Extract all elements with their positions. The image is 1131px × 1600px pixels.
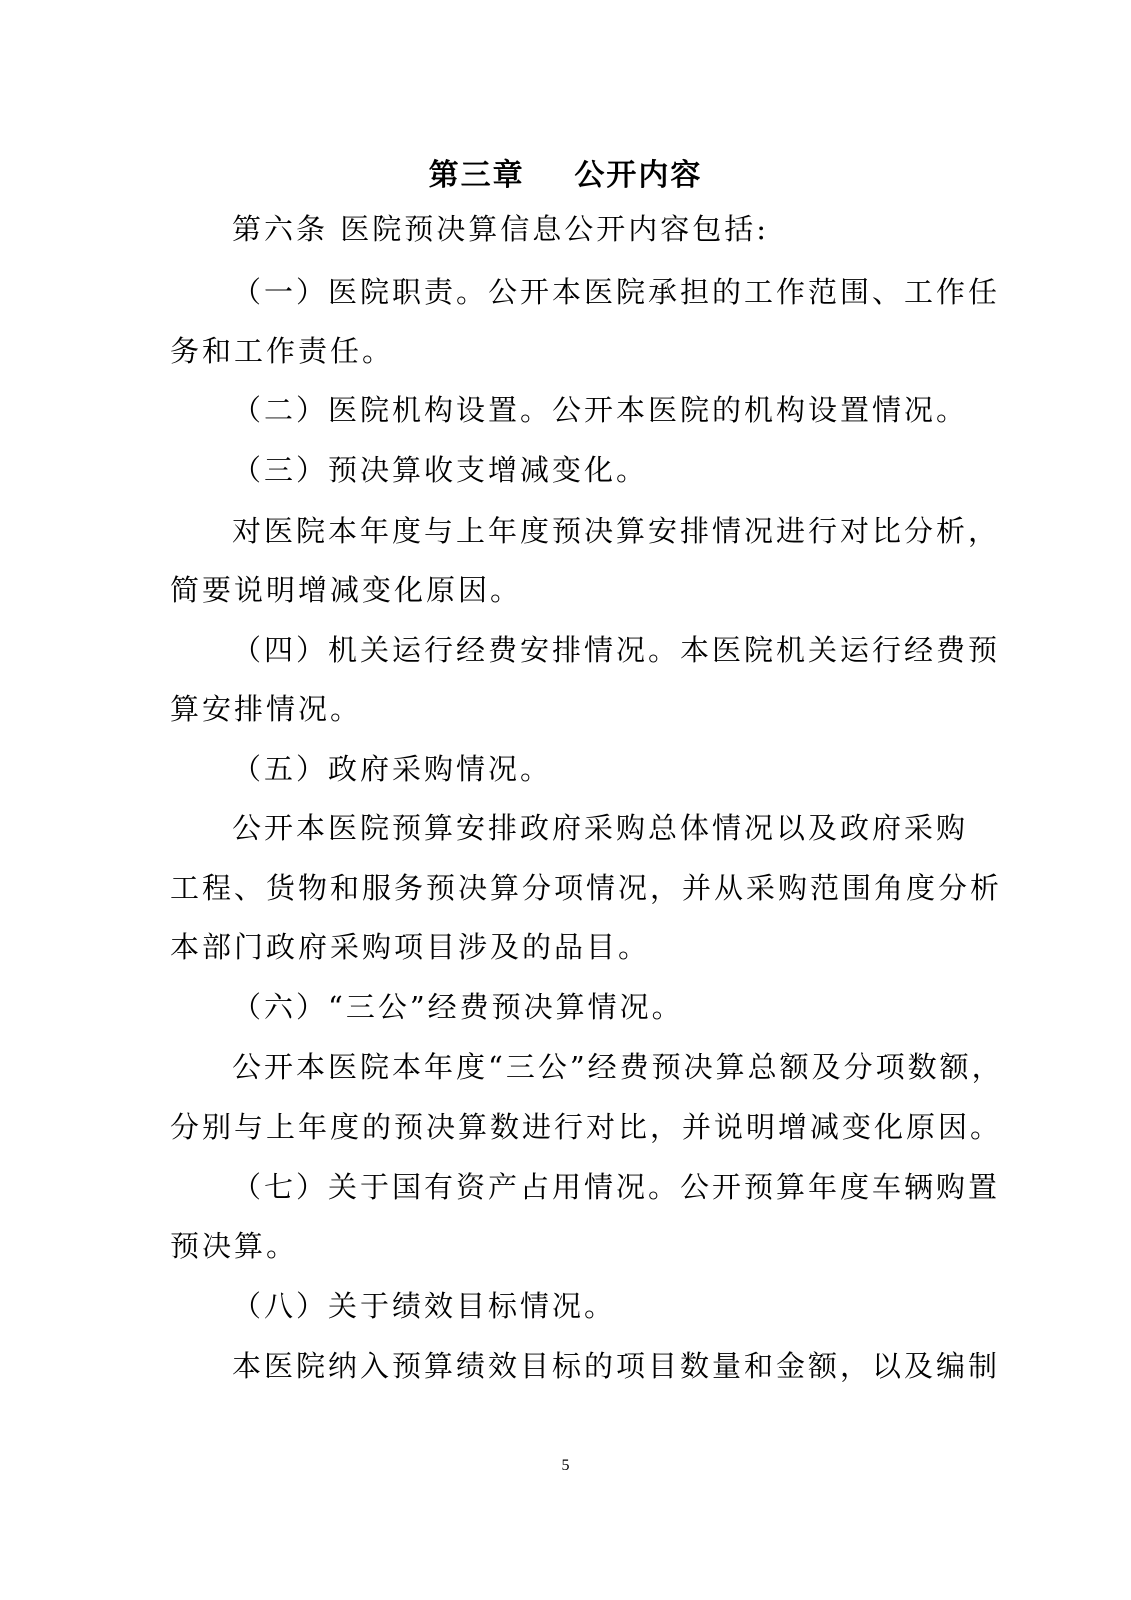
item-eight-line: （八）关于绩效目标情况。 <box>232 1289 617 1323</box>
item-five-body-line-3: 本部门政府采购项目涉及的品目。 <box>170 930 651 964</box>
item-one-line-2: 务和工作责任。 <box>170 334 395 368</box>
item-three-body-line-2: 简要说明增减变化原因。 <box>170 573 523 607</box>
item-two-line: （二）医院机构设置。公开本医院的机构设置情况。 <box>232 393 969 427</box>
item-one-line-1: （一）医院职责。公开本医院承担的工作范围、工作任 <box>232 275 1001 309</box>
item-four-line-2: 算安排情况。 <box>170 692 363 726</box>
item-five-body-line-1: 公开本医院预算安排政府采购总体情况以及政府采购 <box>232 811 969 845</box>
item-five-body-line-2: 工程、货物和服务预决算分项情况，并从采购范围角度分析 <box>170 871 1003 905</box>
chapter-title: 第三章 公开内容 <box>428 158 703 193</box>
item-seven-line-2: 预决算。 <box>170 1229 299 1263</box>
item-three-line: （三）预决算收支增减变化。 <box>232 453 649 487</box>
article-six-line: 第六条 医院预决算信息公开内容包括: <box>232 212 769 246</box>
item-six-line: （六）“三公”经费预决算情况。 <box>232 990 684 1024</box>
item-six-body-line-1: 公开本医院本年度“三公”经费预决算总额及分项数额， <box>232 1050 1004 1084</box>
item-three-body-line-1: 对医院本年度与上年度预决算安排情况进行对比分析， <box>232 514 1001 548</box>
item-seven-line-1: （七）关于国有资产占用情况。公开预算年度车辆购置 <box>232 1170 1001 1204</box>
item-five-line: （五）政府采购情况。 <box>232 752 553 786</box>
page-number: 5 <box>561 1457 570 1474</box>
item-eight-body-line-1: 本医院纳入预算绩效目标的项目数量和金额，以及编制 <box>232 1349 1001 1383</box>
item-six-body-line-2: 分别与上年度的预决算数进行对比，并说明增减变化原因。 <box>170 1110 1003 1144</box>
item-four-line-1: （四）机关运行经费安排情况。本医院机关运行经费预 <box>232 633 1001 667</box>
